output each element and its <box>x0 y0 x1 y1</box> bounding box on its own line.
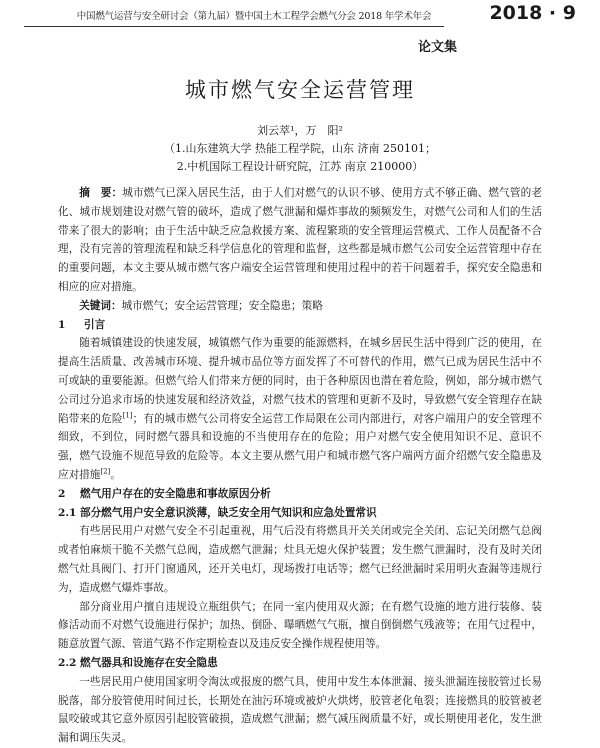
keywords <box>58 297 542 316</box>
section-2-heading <box>58 485 542 504</box>
conference-header: 中国燃气运营与安全研讨会（第九届）暨中国土木工程学会燃气分会 2018 年学术年会 <box>76 11 432 22</box>
abstract <box>58 184 542 297</box>
subsection-title: 燃气器具和设施存在安全隐患 <box>80 656 218 669</box>
subsection-number: 2.2 <box>58 656 77 669</box>
citation-ref: [1] <box>122 411 133 420</box>
section-1-paragraph <box>58 334 542 484</box>
paper-body <box>58 184 542 748</box>
section-title: 燃气用户存在的安全隐患和事故原因分析 <box>80 487 271 500</box>
paragraph-text: 随着城镇建设的快速发展，城镇燃气作为重要的能源燃料，在城乡居民生活中得到广泛的使用，在提高生活质量、改善城市环境、提升城市品位等方面发挥了不可替代的作用，燃气已成为居民生活中不可或缺的重要能源。但燃气给人们带来方便的同时，由于各种原因也潜在着危险，例如，部分城市燃气公司过分追求市场的快速发展和经济效益，对燃气技术的管理和更新不及时，导致燃气安全管理存在缺陷带来的危险 <box>58 337 542 425</box>
paragraph-text: 。 <box>110 468 121 481</box>
author-names: 刘云萃¹，万 阳² <box>257 124 343 137</box>
section-number: 2 <box>58 487 66 500</box>
issue-year: 2018 · 9 <box>489 2 576 24</box>
keywords-label: 关键词： <box>79 299 122 312</box>
subsection-2-2-paragraph-1: 一些居民用户使用国家明令淘汰或报废的燃气具，使用中发生本体泄漏、接头泄漏连接胶管过长易脱落，部分胶管使用时间过长，长期处在油污环境或被炉火烘烤，胶管老化龟裂；连接燃具的胶管被老鼠咬破或其它意外原因引起胶管破损，造成燃气泄漏；燃气减压阀质量不好，或长期使用老化，发生泄漏和调压失灵。 <box>58 675 542 745</box>
subsection-2-1-paragraph-1: 有些居民用户对燃气安全不引起重视，用气后没有将燃具开关关闭或完全关闭、忘记关闭燃气总阀或者怕麻烦干脆不关燃气总阀，造成燃气泄漏；灶具无熄火保护装置；发生燃气泄漏时，没有及时关闭燃气灶具阀门、打开门窗通风，还开关电灯，现场拨打电话等；燃气已经泄漏时采用明火查漏等违规行为，造成燃气爆炸事故。 <box>58 525 542 594</box>
subsection-2-1-heading <box>58 504 542 523</box>
subsection-2-2-heading <box>58 654 542 673</box>
header-rule <box>24 26 444 27</box>
subsection-number: 2.1 <box>58 506 77 519</box>
citation-ref: [2] <box>100 467 111 476</box>
abstract-text: 城市燃气已深入居民生活，由于人们对燃气的认识不够、使用方式不够正确、燃气管的老化、城市规划建设对燃气管的破坏，造成了燃气泄漏和爆炸事故的频频发生，对燃气公司和人们的生活带来了很大的影响；由于生活中缺乏应急救援方案、流程繁琐的安全管理运营模式、工作人员配备不合理，没有完善的管理流程和缺乏科学信息化的管理和监督，这些都是城市燃气公司安全运营管理中存在的重要问题，本文主要从城市燃气客户端安全运营管理和使用过程中的若干问题着手，探究安全隐患和相应的应对措施。 <box>58 187 543 293</box>
section-number: 1 <box>58 318 66 331</box>
keywords-text: 城市燃气；安全运营管理；安全隐患；策略 <box>121 299 323 312</box>
paragraph-text: ；有的城市燃气公司将安全运营工作局限在公司内部进行，对客户端用户的安全管理不细致，不到位，同时燃气器具和设施的不当使用存在的危险；用户对燃气安全使用知识不足、意识不强，燃气设施不规范导致的危险等。本文主要从燃气用户和城市燃气客户端两方面介绍燃气安全隐患及应对措施 <box>58 412 542 481</box>
paper-title: 城市燃气安全运营管理 <box>185 78 415 102</box>
collection-label: 论文集 <box>418 40 458 55</box>
affiliation-1: （1.山东建筑大学 热能工程学院，山东 济南 250101； <box>164 142 436 155</box>
section-title: 引言 <box>84 318 106 331</box>
affiliation-2: 2.中机国际工程设计研究院，江苏 南京 210000） <box>176 160 424 173</box>
subsection-2-1-paragraph-2: 部分商业用户擅自违规设立瓶组供气；在同一室内使用双火源；在有燃气设施的地方进行装修、装修活动而不对燃气设施进行保护；加热、倒卧、曝晒燃气气瓶，擅自倒倒燃气残液等；在用气过程中，随意放置气源、管道气路不作定期检查以及违反安全操作规程使用等。 <box>58 600 542 651</box>
subsection-title: 部分燃气用户安全意识淡薄，缺乏安全用气知识和应急处置常识 <box>80 506 377 519</box>
abstract-label: 摘 要： <box>79 187 123 199</box>
section-1-heading <box>58 316 542 335</box>
